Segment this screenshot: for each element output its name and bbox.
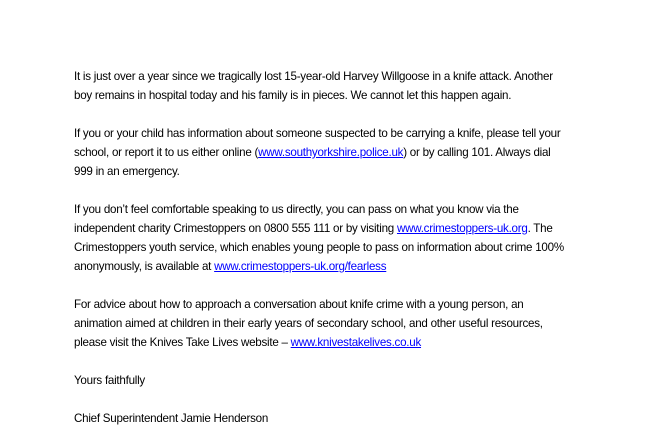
text-line	[74, 257, 634, 276]
knives-take-lives-link[interactable]: www.knivestakelives.co.uk	[290, 336, 422, 349]
text-line: 999 in an emergency.	[74, 165, 180, 178]
text-segment: independent charity Crimestoppers on 0800 555 111 or by visiting	[74, 222, 397, 235]
signature: Chief Superintendent Jamie Henderson	[74, 412, 269, 425]
paragraph-crimestoppers	[74, 200, 634, 276]
text-line: boy remains in hospital today and his family is in pieces. We cannot let this happen again.	[74, 89, 512, 102]
text-line: For advice about how to approach a conversation about knife crime with a young person, an	[74, 298, 524, 311]
text-segment: . The	[527, 222, 553, 235]
text-line: If you don’t feel comfortable speaking to us directly, you can pass on what you know via the	[74, 203, 519, 216]
paragraph-advice	[74, 295, 634, 352]
text-segment: ) or by calling 101. Always dial	[403, 146, 551, 159]
closing: Yours faithfully	[74, 374, 145, 387]
fearless-link[interactable]: www.crimestoppers-uk.org/fearless	[214, 260, 387, 273]
text-line: It is just over a year since we tragically lost 15-year-old Harvey Willgoose in a knife attack. Another	[74, 70, 553, 83]
text-line: Crimestoppers youth service, which enables young people to pass on information about crime 100%	[74, 241, 564, 254]
text-line	[74, 219, 634, 238]
text-segment: school, or report it to us either online (	[74, 146, 259, 159]
letter-body	[74, 67, 634, 447]
crimestoppers-link[interactable]: www.crimestoppers-uk.org	[396, 222, 528, 235]
paragraph-report	[74, 124, 634, 181]
text-segment: anonymously, is available at	[74, 260, 215, 273]
police-website-link[interactable]: www.southyorkshire.police.uk	[258, 146, 404, 159]
text-segment: please visit the Knives Take Lives website –	[74, 336, 291, 349]
text-line: animation aimed at children in their early years of secondary school, and other useful resources,	[74, 317, 543, 330]
text-line	[74, 143, 634, 162]
text-line: If you or your child has information about someone suspected to be carrying a knife, please tell your	[74, 127, 561, 140]
text-line	[74, 333, 634, 352]
paragraph-intro	[74, 67, 634, 105]
